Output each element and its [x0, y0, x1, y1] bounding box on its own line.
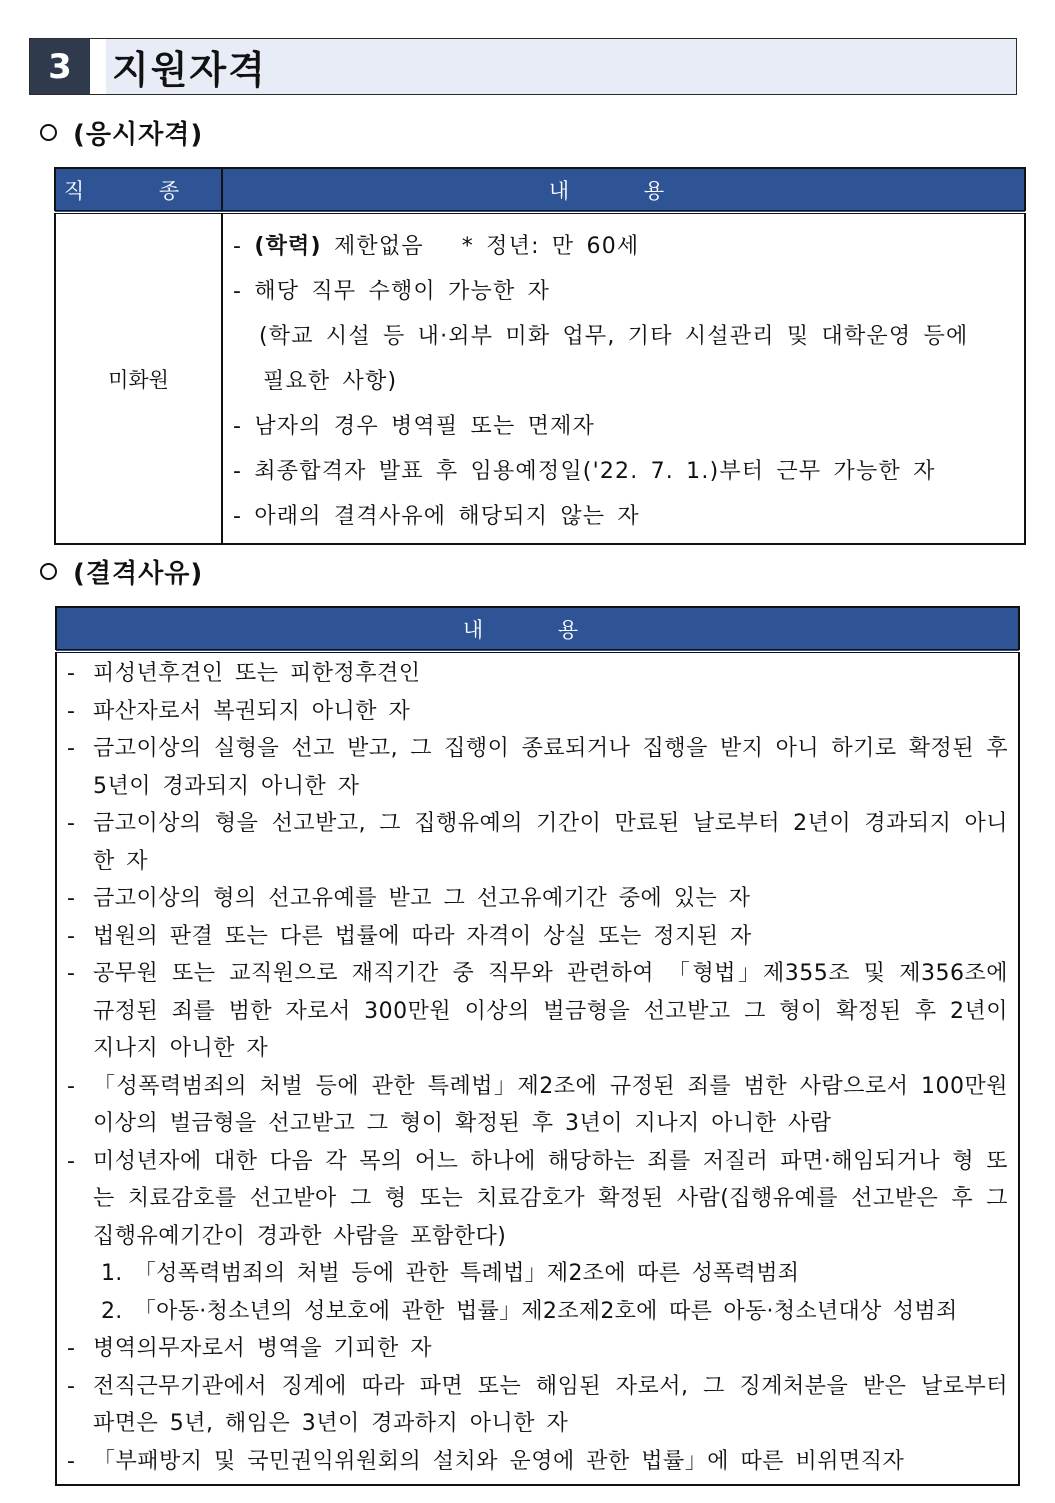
- disqualification-heading: [40, 553, 203, 590]
- list-item: - 파산자로서 복권되지 아니한 자: [67, 698, 411, 724]
- circle-bullet-icon: [40, 124, 57, 141]
- education-label: (학력): [254, 234, 322, 259]
- list-item: - 전직근무기관에서 징계에 따라 파면 또는 해임된 자로서, 그 징계처분을 받은 날로부터 파면은 5년, 해임은 3년이 경과하지 아니한 자: [67, 1373, 1008, 1436]
- disqualification-list: [56, 651, 1019, 1485]
- list-item: - 금고이상의 형의 선고유예를 받고 그 선고유예기간 중에 있는 자: [67, 886, 751, 911]
- sub-list-item: 1. 「성폭력범죄의 처벌 등에 관한 특례법」제2조에 따른 성폭력범죄: [101, 1261, 800, 1286]
- list-item: - 최종합격자 발표 후 임용예정일('22. 7. 1.)부터 근무 가능한 자: [233, 459, 936, 484]
- list-item: 필요한 사항): [263, 369, 398, 394]
- qualification-table: [54, 167, 1026, 545]
- list-item: (학교 시설 등 내·외부 미화 업무, 기타 시설관리 및 대학운영 등에: [259, 324, 969, 349]
- disqualification-table: [55, 606, 1020, 1486]
- list-item: - 미성년자에 대한 다음 각 목의 어느 하나에 해당하는 죄를 저질러 파면·해임되거나 형 또는 치료감호를 선고받아 그 형 또는 치료감호가 확정된 사람(집행유예를 선고받은 후 그 집행유예기간이 경과한 사람을 포함한다): [67, 1148, 1008, 1249]
- table-row: [56, 651, 1019, 1485]
- section-title: 지원자격: [112, 48, 267, 92]
- list-item: - 「성폭력범죄의 처벌 등에 관한 특례법」제2조에 규정된 죄를 범한 사람으로서 100만원 이상의 벌금형을 선고받고 그 형이 확정된 후 3년이 지나지 아니한 사람: [67, 1073, 1008, 1136]
- content-cell: [222, 212, 1025, 544]
- retirement-note: * 정년: 만 60세: [461, 234, 640, 259]
- header-content: 내 용: [222, 168, 1025, 212]
- qualification-heading-text: (응시자격): [73, 120, 204, 150]
- header-content: 내 용: [56, 607, 1019, 651]
- list-item: - 「부패방지 및 국민권익위원회의 설치와 운영에 관한 법률」에 따른 비위면직자: [67, 1448, 905, 1474]
- section-header: [29, 38, 1017, 95]
- list-item: - 법원의 판결 또는 다른 법률에 따라 자격이 상실 또는 정지된 자: [67, 923, 752, 949]
- circle-bullet-icon: [40, 563, 57, 580]
- header-job-type: 직 종: [55, 168, 222, 212]
- qualification-heading: [40, 114, 203, 151]
- section-divider: [90, 39, 106, 94]
- sub-list-item: 2. 「아동·청소년의 성보호에 관한 법률」제2조제2호에 따른 아동·청소년대상 성범죄: [101, 1298, 958, 1324]
- list-item: - 금고이상의 실형을 선고 받고, 그 집행이 종료되거나 집행을 받지 아니 하기로 확정된 후 5년이 경과되지 아니한 자: [67, 736, 1008, 799]
- section-number: 3: [30, 39, 90, 94]
- list-item: - 해당 직무 수행이 가능한 자: [233, 279, 551, 304]
- list-item: - 남자의 경우 병역필 또는 면제자: [233, 414, 595, 439]
- table-row: [55, 212, 1025, 544]
- disqualification-table-header: [56, 607, 1019, 651]
- list-item: - 아래의 결격사유에 해당되지 않는 자: [233, 504, 640, 529]
- list-item: - 병역의무자로서 병역을 기피한 자: [67, 1336, 433, 1361]
- qualification-table-header: [55, 168, 1025, 212]
- list-item: - 피성년후견인 또는 피한정후견인: [67, 661, 421, 686]
- education-line: - (학력) 제한없음 * 정년: 만 60세: [233, 234, 640, 259]
- disqualification-heading-text: (결격사유): [73, 559, 204, 589]
- job-type-cell: 미화원: [55, 212, 222, 544]
- list-item: - 공무원 또는 교직원으로 재직기간 중 직무와 관련하여 「형법」제355조 및 제356조에 규정된 죄를 범한 자로서 300만원 이상의 벌금형을 선고받고 그 형이 확정된 후 2년이 지나지 아니한 자: [67, 961, 1008, 1061]
- list-item: - 금고이상의 형을 선고받고, 그 집행유예의 기간이 만료된 날로부터 2년이 경과되지 아니한 자: [67, 811, 1008, 874]
